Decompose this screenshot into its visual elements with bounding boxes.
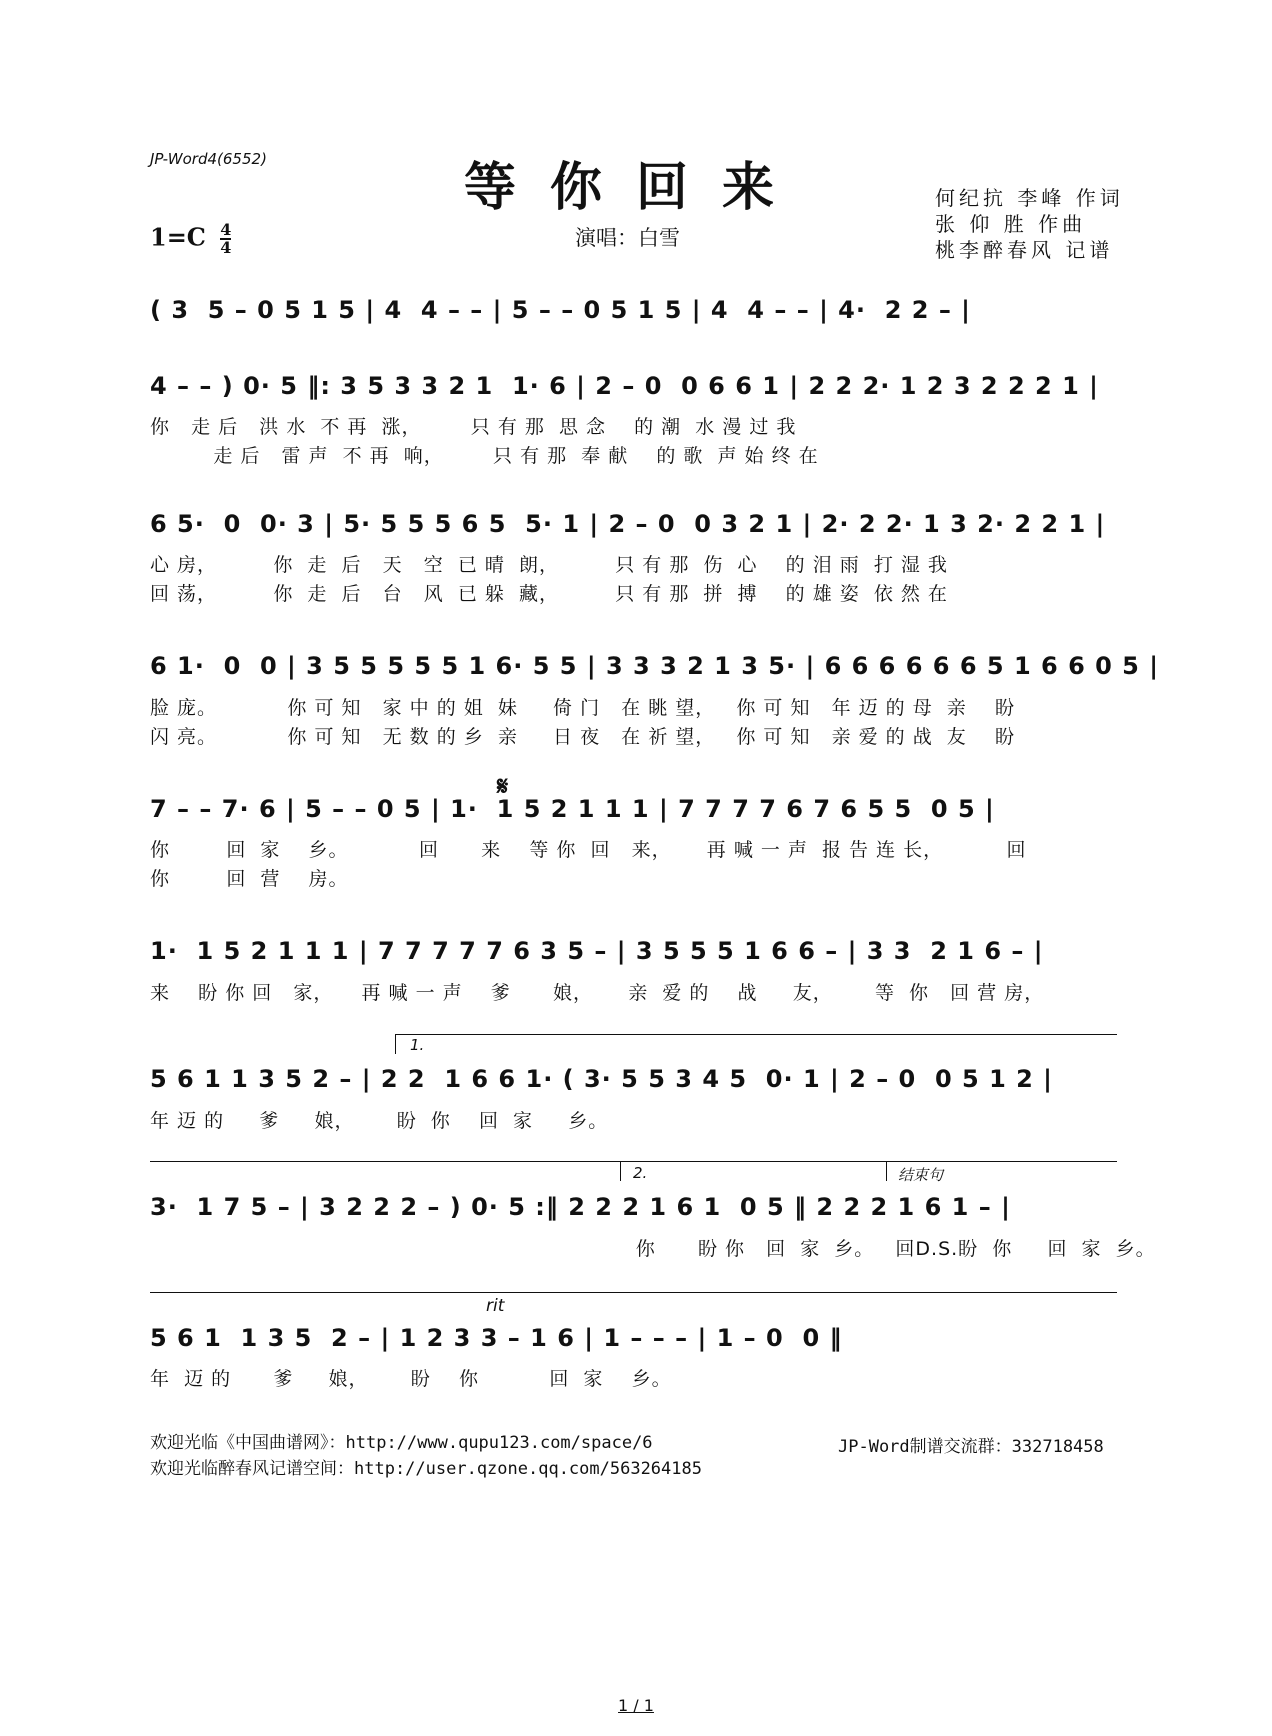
system-4-lyric-1: 脸 庞。 你 可 知 家 中 的 姐 妹 倚 门 在 眺 望， 你 可 知 年 迈 的 母 亲 盼 — [150, 697, 1015, 719]
footer-group: JP-Word制谱交流群：332718458 — [838, 1437, 1104, 1457]
system-8-notes: 3· 1 7 5 – | 3 2 2 2 – ) 0· 5 :‖ 2 2 2 1 6 1 0 5 ‖ 2 2 2 1 6 1 – | — [150, 1193, 1011, 1221]
system-6-lyric-1: 来 盼 你 回 家， 再 喊 一 声 爹 娘， 亲 爱 的 战 友， 等 你 回 营 房， — [150, 982, 1045, 1004]
system-4-lyric-2: 闪 亮。 你 可 知 无 数 的 乡 亲 日 夜 在 祈 望， 你 可 知 亲 爱 的 战 友 盼 — [150, 726, 1015, 748]
system-8-top-rule — [150, 1161, 1117, 1162]
volta-2-label: 2. — [633, 1164, 648, 1182]
song-title: 等你回来 — [463, 157, 808, 218]
system-3-lyric-2: 回 荡， 你 走 后 台 风 已 躲 藏， 只 有 那 拼 搏 的 雄 姿 依 然 在 — [150, 583, 948, 605]
system-6-notes: 1· 1 5 2 1 1 1 | 7 7 7 7 7 6 3 5 – | 3 5 5 5 1 6 6 – | 3 3 2 1 6 – | — [150, 937, 1044, 965]
system-8-lyric-1: 你 盼 你 回 家 乡。 回D.S.盼 你 回 家 乡。 — [150, 1238, 1156, 1260]
system-2-lyric-1: 你 走 后 洪 水 不 再 涨， 只 有 那 思 念 的 潮 水 漫 过 我 — [150, 416, 797, 438]
credit-transcriber: 桃李醉春风 记谱 — [935, 238, 1114, 262]
key-label: 1=C — [150, 222, 206, 252]
system-9-notes: 5 6 1 1 3 5 2 – | 1 2 3 3 – 1 6 | 1 – – – | 1 – 0 0 ‖ — [150, 1324, 843, 1352]
system-3-lyric-1: 心 房， 你 走 后 天 空 已 晴 朗， 只 有 那 伤 心 的 泪 雨 打 湿 我 — [150, 554, 948, 576]
system-2-lyric-2: 走 后 雷 声 不 再 响， 只 有 那 奉 献 的 歌 声 始 终 在 — [150, 445, 819, 467]
system-5-lyric-2: 你 回 营 房。 — [150, 868, 349, 890]
volta-2-bracket-edge — [620, 1161, 621, 1181]
volta-1-label: 1. — [410, 1036, 425, 1054]
system-9-top-rule — [150, 1292, 1117, 1293]
singer: 演唱：白雪 — [575, 226, 680, 250]
footer-link-qzone[interactable]: 欢迎光临醉春风记谱空间：http://user.qzone.qq.com/563264185 — [150, 1459, 702, 1479]
system-5-notes: 7 – – 7· 6 | 5 – – 0 5 | 1· 1 5 2 1 1 1 | 7 7 7 7 6 7 6 5 5 0 5 | — [150, 795, 995, 823]
system-5-lyric-1: 你 回 家 乡。 回 来 等 你 回 来， 再 喊 一 声 报 告 连 长， 回 — [150, 839, 1027, 861]
coda-bracket-edge — [886, 1161, 887, 1181]
system-2-notes: 4 – – ) 0· 5 ‖: 3 5 3 3 2 1 1· 6 | 2 – 0 0 6 6 1 | 2 2 2· 1 2 3 2 2 2 1 | — [150, 372, 1099, 400]
coda-label: 结束句 — [898, 1166, 944, 1184]
credit-lyricist: 何纪抗 李峰 作词 — [935, 186, 1124, 210]
key-signature — [150, 222, 231, 256]
system-9-lyric-1: 年 迈 的 爹 娘， 盼 你 回 家 乡。 — [150, 1368, 672, 1390]
system-3-notes: 6 5· 0 0· 3 | 5· 5 5 5 6 5 5· 1 | 2 – 0 0 3 2 1 | 2· 2 2· 1 3 2· 2 2 1 | — [150, 510, 1106, 538]
system-1-notes: ( 3 5 – 0 5 1 5 | 4 4 – – | 5 – – 0 5 1 5 | 4 4 – – | 4· 2 2 – | — [150, 296, 971, 324]
time-top: 4 — [220, 220, 232, 239]
credit-composer: 张 仰 胜 作曲 — [935, 212, 1087, 236]
system-7-lyric-1: 年 迈 的 爹 娘， 盼 你 回 家 乡。 — [150, 1110, 609, 1132]
volta-1-bracket-edge — [395, 1034, 396, 1054]
rit-label: rit — [486, 1296, 505, 1316]
segno-sign: 𝄋 — [497, 772, 509, 802]
time-signature — [220, 222, 231, 256]
time-bottom: 4 — [220, 238, 232, 257]
volta-1-bracket — [395, 1034, 1117, 1035]
system-4-notes: 6 1· 0 0 | 3 5 5 5 5 5 1 6· 5 5 | 3 3 3 2 1 3 5· | 6 6 6 6 6 6 5 1 6 6 0 5 | — [150, 652, 1159, 680]
system-7-notes: 5 6 1 1 3 5 2 – | 2 2 1 6 6 1· ( 3· 5 5 3 4 5 0· 1 | 2 – 0 0 5 1 2 | — [150, 1065, 1053, 1093]
page-number: 1 / 1 — [618, 1696, 654, 1715]
software-label: JP-Word4(6552) — [150, 150, 267, 168]
footer-link-qupu[interactable]: 欢迎光临《中国曲谱网》：http://www.qupu123.com/space/6 — [150, 1433, 653, 1453]
